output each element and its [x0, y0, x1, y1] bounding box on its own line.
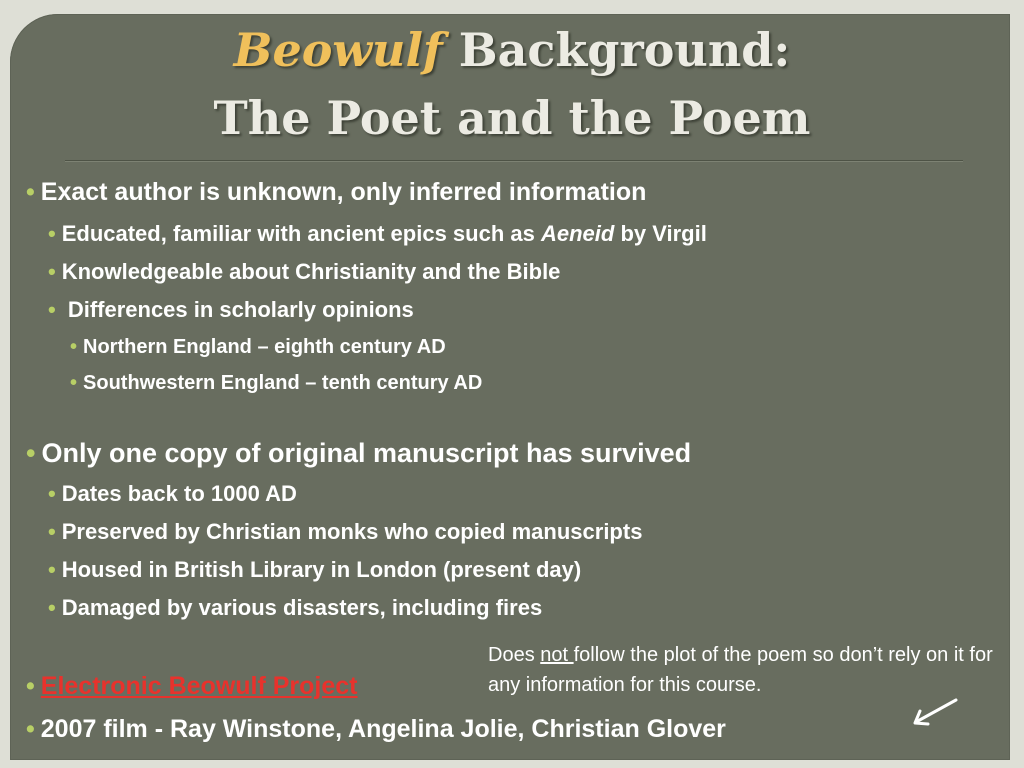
bullet-text: Preserved by Christian monks who copied manuscripts: [61, 519, 643, 544]
film-note: [488, 640, 1008, 700]
arrow-icon: [908, 696, 960, 730]
bullet-author: [26, 178, 646, 207]
slide-title: [0, 16, 1024, 152]
bullet-scholarly: [48, 297, 414, 323]
bullet-british-library: [48, 557, 581, 583]
bullet-electronic-beowulf: [26, 672, 358, 701]
bullet-icon: •: [26, 178, 35, 206]
bullet-manuscript: [26, 438, 691, 469]
note-text-start: Does: [488, 644, 541, 666]
bullet-monks: [48, 519, 642, 545]
bullet-christianity: [48, 259, 560, 285]
bullet-text: Only one copy of original manuscript has survived: [41, 438, 692, 468]
title-line-2: The Poet and the Poem: [213, 91, 811, 145]
bullet-text: Knowledgeable about Christianity and the Bible: [61, 259, 561, 284]
title-line-1-rest: Background:: [442, 23, 791, 77]
bullet-text: Educated, familiar with ancient epics such as: [61, 221, 541, 246]
note-emphasis: not: [540, 644, 574, 666]
bullet-southwestern-england: [70, 372, 482, 395]
bullet-text-end: by Virgil: [614, 221, 707, 246]
bullet-icon: •: [48, 595, 56, 620]
title-line-1: [0, 16, 1024, 84]
bullet-2007-film: [26, 715, 726, 744]
bullet-dates: [48, 481, 297, 507]
aeneid-title: Aeneid: [540, 221, 615, 246]
bullet-text: Damaged by various disasters, including fires: [61, 595, 543, 620]
bullet-text: Northern England – eighth century AD: [83, 336, 446, 358]
bullet-icon: •: [26, 715, 35, 743]
electronic-beowulf-link[interactable]: Electronic Beowulf Project: [40, 672, 358, 700]
title-divider: [65, 160, 963, 162]
bullet-text: Dates back to 1000 AD: [61, 481, 297, 506]
note-text-end: follow the plot of the poem so don’t rely on it for any information for this course.: [488, 644, 993, 696]
bullet-icon: •: [70, 372, 78, 394]
bullet-icon: •: [26, 438, 36, 468]
bullet-icon: •: [48, 557, 56, 582]
title-italic: Beowulf: [233, 23, 443, 77]
bullet-icon: •: [48, 481, 56, 506]
bullet-text: Housed in British Library in London (present day): [61, 557, 582, 582]
bullet-icon: •: [48, 297, 56, 322]
bullet-text: 2007 film - Ray Winstone, Angelina Jolie, Christian Glover: [40, 715, 726, 743]
bullet-text: Southwestern England – tenth century AD: [83, 372, 483, 394]
bullet-damaged: [48, 595, 542, 621]
bullet-text: Differences in scholarly opinions: [61, 297, 414, 322]
bullet-northern-england: [70, 336, 446, 359]
bullet-icon: •: [26, 672, 35, 700]
bullet-icon: •: [48, 259, 56, 284]
bullet-icon: •: [48, 221, 56, 246]
bullet-educated: [48, 221, 707, 247]
bullet-text: Exact author is unknown, only inferred information: [40, 178, 647, 206]
bullet-icon: •: [48, 519, 56, 544]
bullet-icon: •: [70, 336, 78, 358]
